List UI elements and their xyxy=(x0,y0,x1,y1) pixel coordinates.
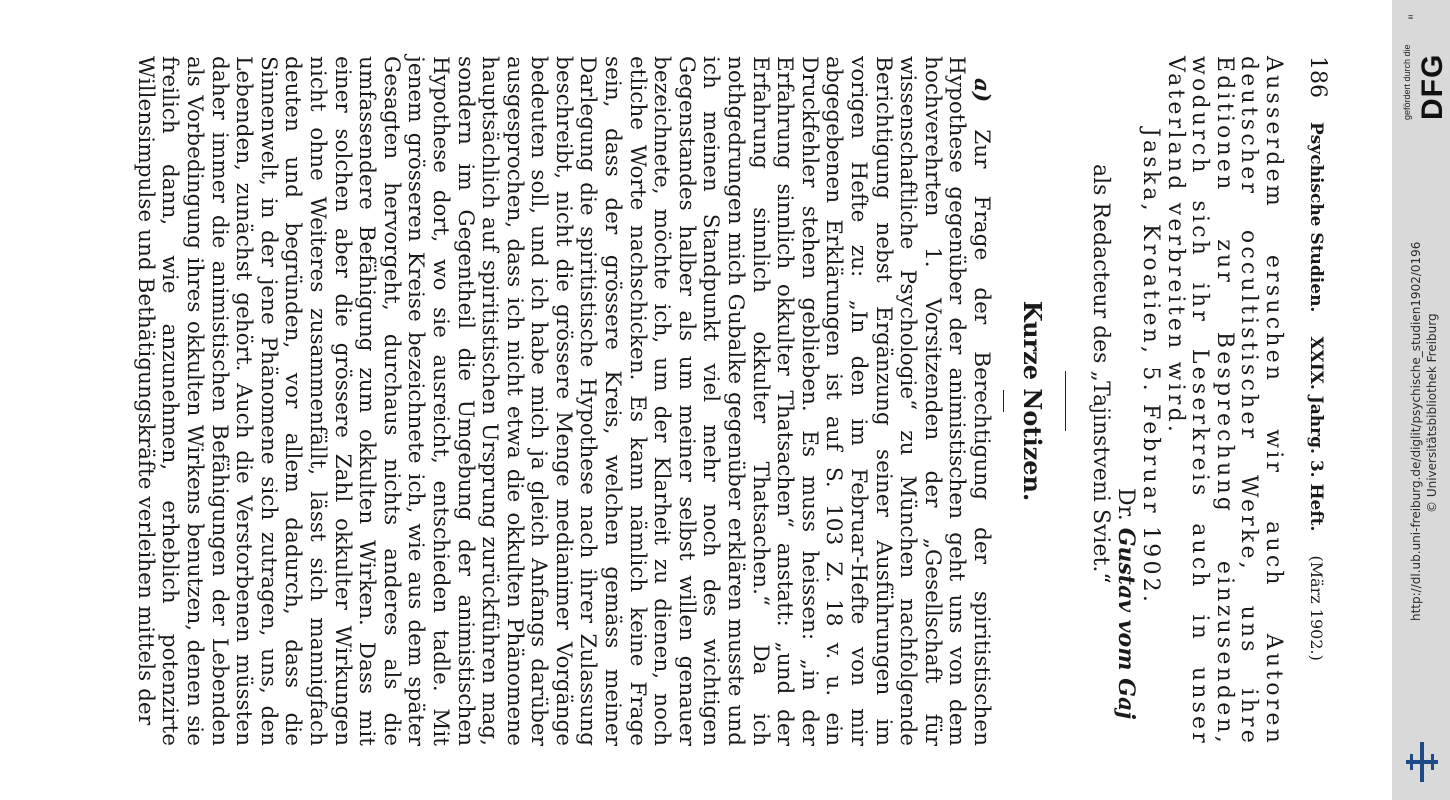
signature-name-prefix: Dr. xyxy=(1113,488,1138,521)
running-header xyxy=(1305,56,1330,746)
intro-paragraph: Ausserdem ersuchen wir auch Autoren deutscher occultistischer Werke, uns ihre Editionen zur Besprechung einzusenden, wodurch sich ihr Leserkreis auch in unser Vaterland verbreiten wird. xyxy=(1163,56,1286,746)
dfg-label: DFG xyxy=(1416,53,1449,120)
page-number: 186 xyxy=(1305,56,1330,98)
notice-text: Zur Frage der Berechtigung der spiritistischen Hypothese gegenüber der animistischen geht uns von dem hochverehrten 1. Vorsitzenden der „Gesellschaft für wissenschaftliche Psychologie“ zu München nachfolgende Berichtigung nebst Ergänzung seiner Ausführungen im vorigen Hefte zu: „In den im Februar-Hefte von mir abgegebenen Erklärungen ist auf S. 103 Z. 18 v. u. ein Druckfehler stehen geblieben. Es muss heissen: „in der Erfahrung sinnlich okkulter Thatsachen“ anstatt: „und der Erfahrung sinnlich okkulter Thatsachen.“ Da ich nothgedrungen mich Gubalke gegenüber erklären musste und ich meinen Standpunkt viel mehr noch des wichtigen Gegenstandes halber als um meiner selbst willen genauer bezeichnete, möchte ich, um der Klarheit zu dienen, noch etliche Worte nachschicken. Es kann nämlich keine Frage sein, dass der grössere Kreis, welchen gemäss meiner Darlegung die spiritistische Hypothese nach ihrer Zulassung beschreibt, nicht die grössere Menge medianimer Vorgänge bedeuten soll, und ich habe mich ja gleich Anfangs darüber ausgesprochen, dass ich nicht etwa die okkulten Phänomene hauptsächlich auf spiritistischen Ursprung zurückführen mag, sondern im Gegentheil die Umgebung der animistischen Hypothese dort, wo sie ausreicht, entschieden tadle. Mit jenem grösseren Kreise bezeichnete ich, wie aus dem später Gesagten hervorgeht, durchaus nichts anderes als die umfassendere Befähigung zum okkulten Wirken. Dass mit einer solchen aber die grössere Zahl okkulter Wirkungen nicht ohne Weiteres zusammenfällt, lässt sich mannigfach deuten und begründen, vor allem dadurch, dass die Sinnenwelt, in der jene Phänomene sich zutragen, uns, den Lebenden, zunächst gehört. Auch die Verstorbenen müssten daher immer die animistischen Befähigungen der Lebenden als Vorbedingung ihres okkulten Wirkens benutzen, denen sie freilich dann, wie anzunehmen, erheblich potenzirte Willensimpulse und Bethätigungskräfte verleihen mittels der xyxy=(132,56,994,746)
dfg-mark-icon: ≡ xyxy=(1408,12,1414,22)
item-marker: a) xyxy=(969,78,994,103)
notice-paragraph xyxy=(132,56,993,746)
university-library-logo-icon xyxy=(1400,740,1444,784)
copyright-notice: © Universitätsbibliothek Freiburg xyxy=(1425,313,1439,513)
signature-place-date: Jaska, Kroatien, 5. Februar 1902. xyxy=(1138,128,1164,606)
signature-role: als Redacteur des „Tajinstveni Sviet.“ xyxy=(1088,164,1114,584)
issue-date: (März 1902.) xyxy=(1307,555,1326,661)
signature-name-text: Gustav vom Gaj xyxy=(1113,527,1139,720)
section-divider xyxy=(1065,371,1066,431)
notice-body xyxy=(132,56,993,746)
section-title: Kurze Notizen. xyxy=(1018,300,1047,502)
title-divider xyxy=(1003,390,1004,412)
signature-name xyxy=(1113,56,1139,746)
dfg-logo xyxy=(1398,12,1449,122)
dfg-prefix: gefördert durch die xyxy=(1402,44,1412,120)
issue-info: XXIX. Jahrg. 3. Heft. xyxy=(1306,336,1326,532)
source-url[interactable]: http://dl.ub.uni-freiburg.de/diglit/psychische_studien1902/0196 xyxy=(1409,241,1423,621)
journal-title: Psychische Studien. xyxy=(1306,122,1326,313)
